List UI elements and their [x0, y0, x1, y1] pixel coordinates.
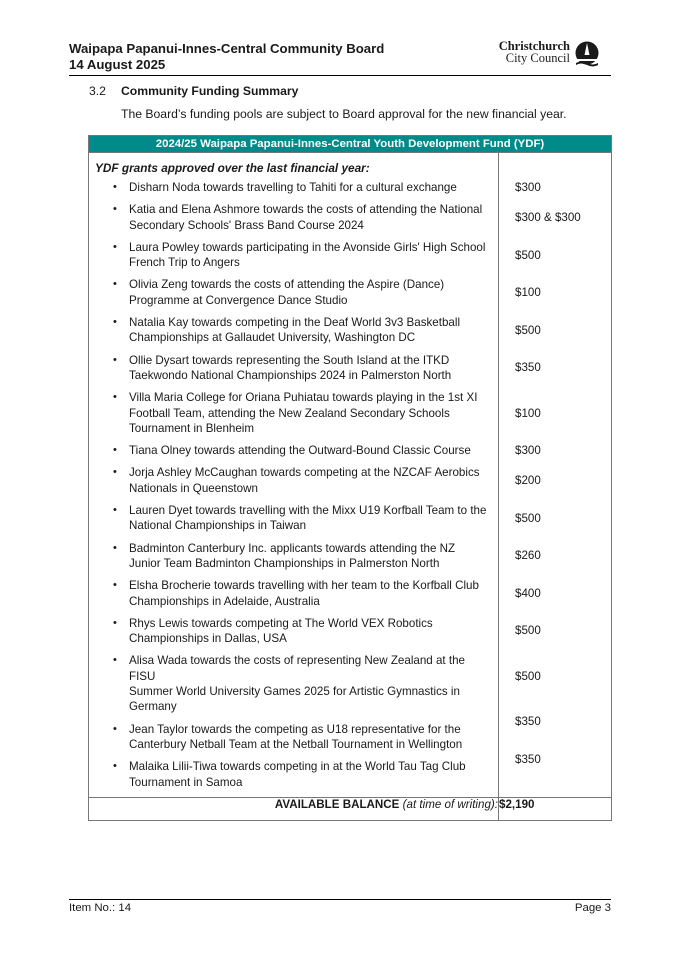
- amount-list: [499, 180, 611, 775]
- grant-description-line: Germany: [129, 700, 177, 714]
- bullet-icon: •: [113, 391, 117, 404]
- item-number: Item No.: 14: [69, 902, 132, 914]
- grant-description-line: Jorja Ashley McCaughan towards competing at the NZCAF Aerobics: [129, 466, 480, 480]
- grant-amount: $100: [515, 286, 541, 300]
- balance-label: AVAILABLE BALANCE: [274, 797, 400, 811]
- grant-description-line: Lauren Dyet towards travelling with the Mixx U19 Korfball Team to the: [129, 504, 487, 518]
- grant-description-line: French Trip to Angers: [129, 256, 240, 270]
- grant-item: [89, 653, 498, 714]
- grant-item: [89, 277, 498, 308]
- grant-description-line: Nationals in Queenstown: [129, 481, 258, 495]
- grant-description-line: Championships at Gallaudet University, Washington DC: [129, 331, 416, 345]
- grant-amount: $500: [515, 669, 541, 683]
- grant-amount: $500: [515, 323, 541, 337]
- grant-descriptions-cell: [89, 153, 499, 798]
- grant-amount: $200: [515, 474, 541, 488]
- grant-amount: $300 & $300: [515, 210, 581, 224]
- header-divider: [69, 75, 611, 76]
- grant-description-line: Canterbury Netball Team at the Netball Tournament in Wellington: [129, 737, 463, 751]
- grant-amount: $500: [515, 248, 541, 262]
- grant-amount: $400: [515, 586, 541, 600]
- grants-subheading: YDF grants approved over the last financial year:: [95, 161, 370, 175]
- grant-description-line: Secondary Schools' Brass Band Course 2024: [129, 218, 364, 232]
- bullet-icon: •: [113, 541, 117, 554]
- grant-description-line: Tournament in Samoa: [129, 775, 243, 789]
- grant-amount: $260: [515, 549, 541, 563]
- council-logo: [498, 40, 602, 70]
- bullet-icon: •: [113, 444, 117, 457]
- bullet-icon: •: [113, 353, 117, 366]
- grant-list: [89, 180, 498, 790]
- grant-description-line: Football Team, attending the New Zealand Secondary Schools: [129, 406, 450, 420]
- logo-line-1: Christchurch: [498, 39, 570, 53]
- grant-description-line: Ollie Dysart towards representing the South Island at the ITKD: [129, 353, 450, 367]
- balance-note: (at time of writing):: [402, 797, 498, 811]
- grant-item: [89, 443, 498, 458]
- grant-item: [89, 315, 498, 346]
- grant-description-line: Rhys Lewis towards competing at The World VEX Robotics: [129, 616, 433, 630]
- grant-description-line: Laura Powley towards participating in the Avonside Girls' High School: [129, 240, 486, 254]
- grant-item: [89, 578, 498, 609]
- bullet-icon: •: [113, 760, 117, 773]
- grant-description-line: Alisa Wada towards the costs of representing New Zealand at the FISU: [129, 654, 465, 683]
- grant-description-line: Disharn Noda towards travelling to Tahiti for a cultural exchange: [129, 181, 457, 194]
- grant-item: [89, 390, 498, 436]
- grant-amount: $300: [515, 181, 541, 194]
- grant-item: [89, 759, 498, 790]
- grant-item: [89, 616, 498, 647]
- grant-description-line: Olivia Zeng towards the costs of attending the Aspire (Dance): [129, 278, 445, 292]
- board-header-title: [69, 41, 384, 73]
- grant-description-line: Elsha Brocherie towards travelling with her team to the Korfball Club: [129, 579, 479, 593]
- balance-value: $2,190: [499, 797, 612, 820]
- grant-item: [89, 465, 498, 496]
- balance-label-cell: [89, 797, 499, 820]
- grant-description-line: Junior Team Badminton Championships in Palmerston North: [129, 556, 440, 570]
- section-title: Community Funding Summary: [121, 84, 299, 98]
- grant-amount: $500: [515, 511, 541, 525]
- table-title: 2024/25 Waipapa Papanui-Innes-Central Youth Development Fund (YDF): [89, 136, 612, 153]
- grant-amount: $350: [515, 714, 541, 728]
- grant-item: [89, 722, 498, 753]
- grant-description-line: Natalia Kay towards competing in the Deaf World 3v3 Basketball: [129, 316, 461, 330]
- board-name: Waipapa Papanui-Innes-Central Community Board: [69, 41, 385, 56]
- grant-description-line: Tournament in Blenheim: [129, 421, 255, 435]
- bullet-icon: •: [113, 181, 117, 193]
- grant-item: [89, 180, 498, 195]
- grant-item: [89, 240, 498, 271]
- grant-amount: $300: [515, 444, 541, 458]
- logo-line-2: City Council: [505, 51, 570, 65]
- bullet-icon: •: [113, 316, 117, 329]
- grant-amount: $100: [515, 406, 541, 420]
- bullet-icon: •: [113, 278, 117, 291]
- bullet-icon: •: [113, 722, 117, 735]
- grant-description-line: Championships in Adelaide, Australia: [129, 594, 320, 608]
- grant-description-line: Badminton Canterbury Inc. applicants towards attending the NZ: [129, 541, 456, 555]
- grant-description-line: Katia and Elena Ashmore towards the costs of attending the National: [129, 203, 483, 217]
- grant-description-line: Tiana Olney towards attending the Outward-Bound Classic Course: [129, 444, 471, 458]
- grant-amount: $350: [515, 752, 541, 766]
- grant-description-line: Programme at Convergence Dance Studio: [129, 293, 348, 307]
- grant-description-line: Malaika Lilii-Tiwa towards competing in at the World Tau Tag Club: [129, 760, 466, 774]
- grant-item: [89, 503, 498, 534]
- bullet-icon: •: [113, 616, 117, 629]
- ccc-logo-mark-icon: [574, 41, 600, 68]
- page-number: Page 3: [574, 902, 611, 914]
- grant-item: [89, 541, 498, 572]
- grant-amount: $500: [515, 624, 541, 638]
- bullet-icon: •: [113, 466, 117, 479]
- grant-description-line: Taekwondo National Championships 2024 in Palmerston North: [129, 368, 452, 382]
- bullet-icon: •: [113, 240, 117, 253]
- bullet-icon: •: [113, 654, 117, 667]
- grant-description-line: Jean Taylor towards the competing as U18 representative for the: [129, 722, 461, 736]
- footer-divider: [69, 899, 611, 900]
- grant-description-line: National Championships in Taiwan: [129, 519, 307, 533]
- grant-amounts-cell: [499, 153, 612, 798]
- grant-item: [89, 202, 498, 233]
- grant-description-line: Villa Maria College for Oriana Puhiatau towards playing in the 1st XI: [129, 391, 478, 405]
- meeting-date: 14 August 2025: [69, 57, 166, 72]
- grant-description-line: Championships in Dallas, USA: [129, 632, 287, 646]
- grant-description-line: Summer World University Games 2025 for Artistic Gymnastics in: [129, 685, 460, 699]
- ydf-funding-table: [88, 135, 612, 821]
- bullet-icon: •: [113, 504, 117, 517]
- grant-item: [89, 353, 498, 384]
- grant-amount: $350: [515, 361, 541, 375]
- section-number: 3.2: [89, 84, 106, 98]
- bullet-icon: •: [113, 579, 117, 592]
- bullet-icon: •: [113, 203, 117, 216]
- section-intro: The Board’s funding pools are subject to Board approval for the new financial year.: [121, 107, 567, 121]
